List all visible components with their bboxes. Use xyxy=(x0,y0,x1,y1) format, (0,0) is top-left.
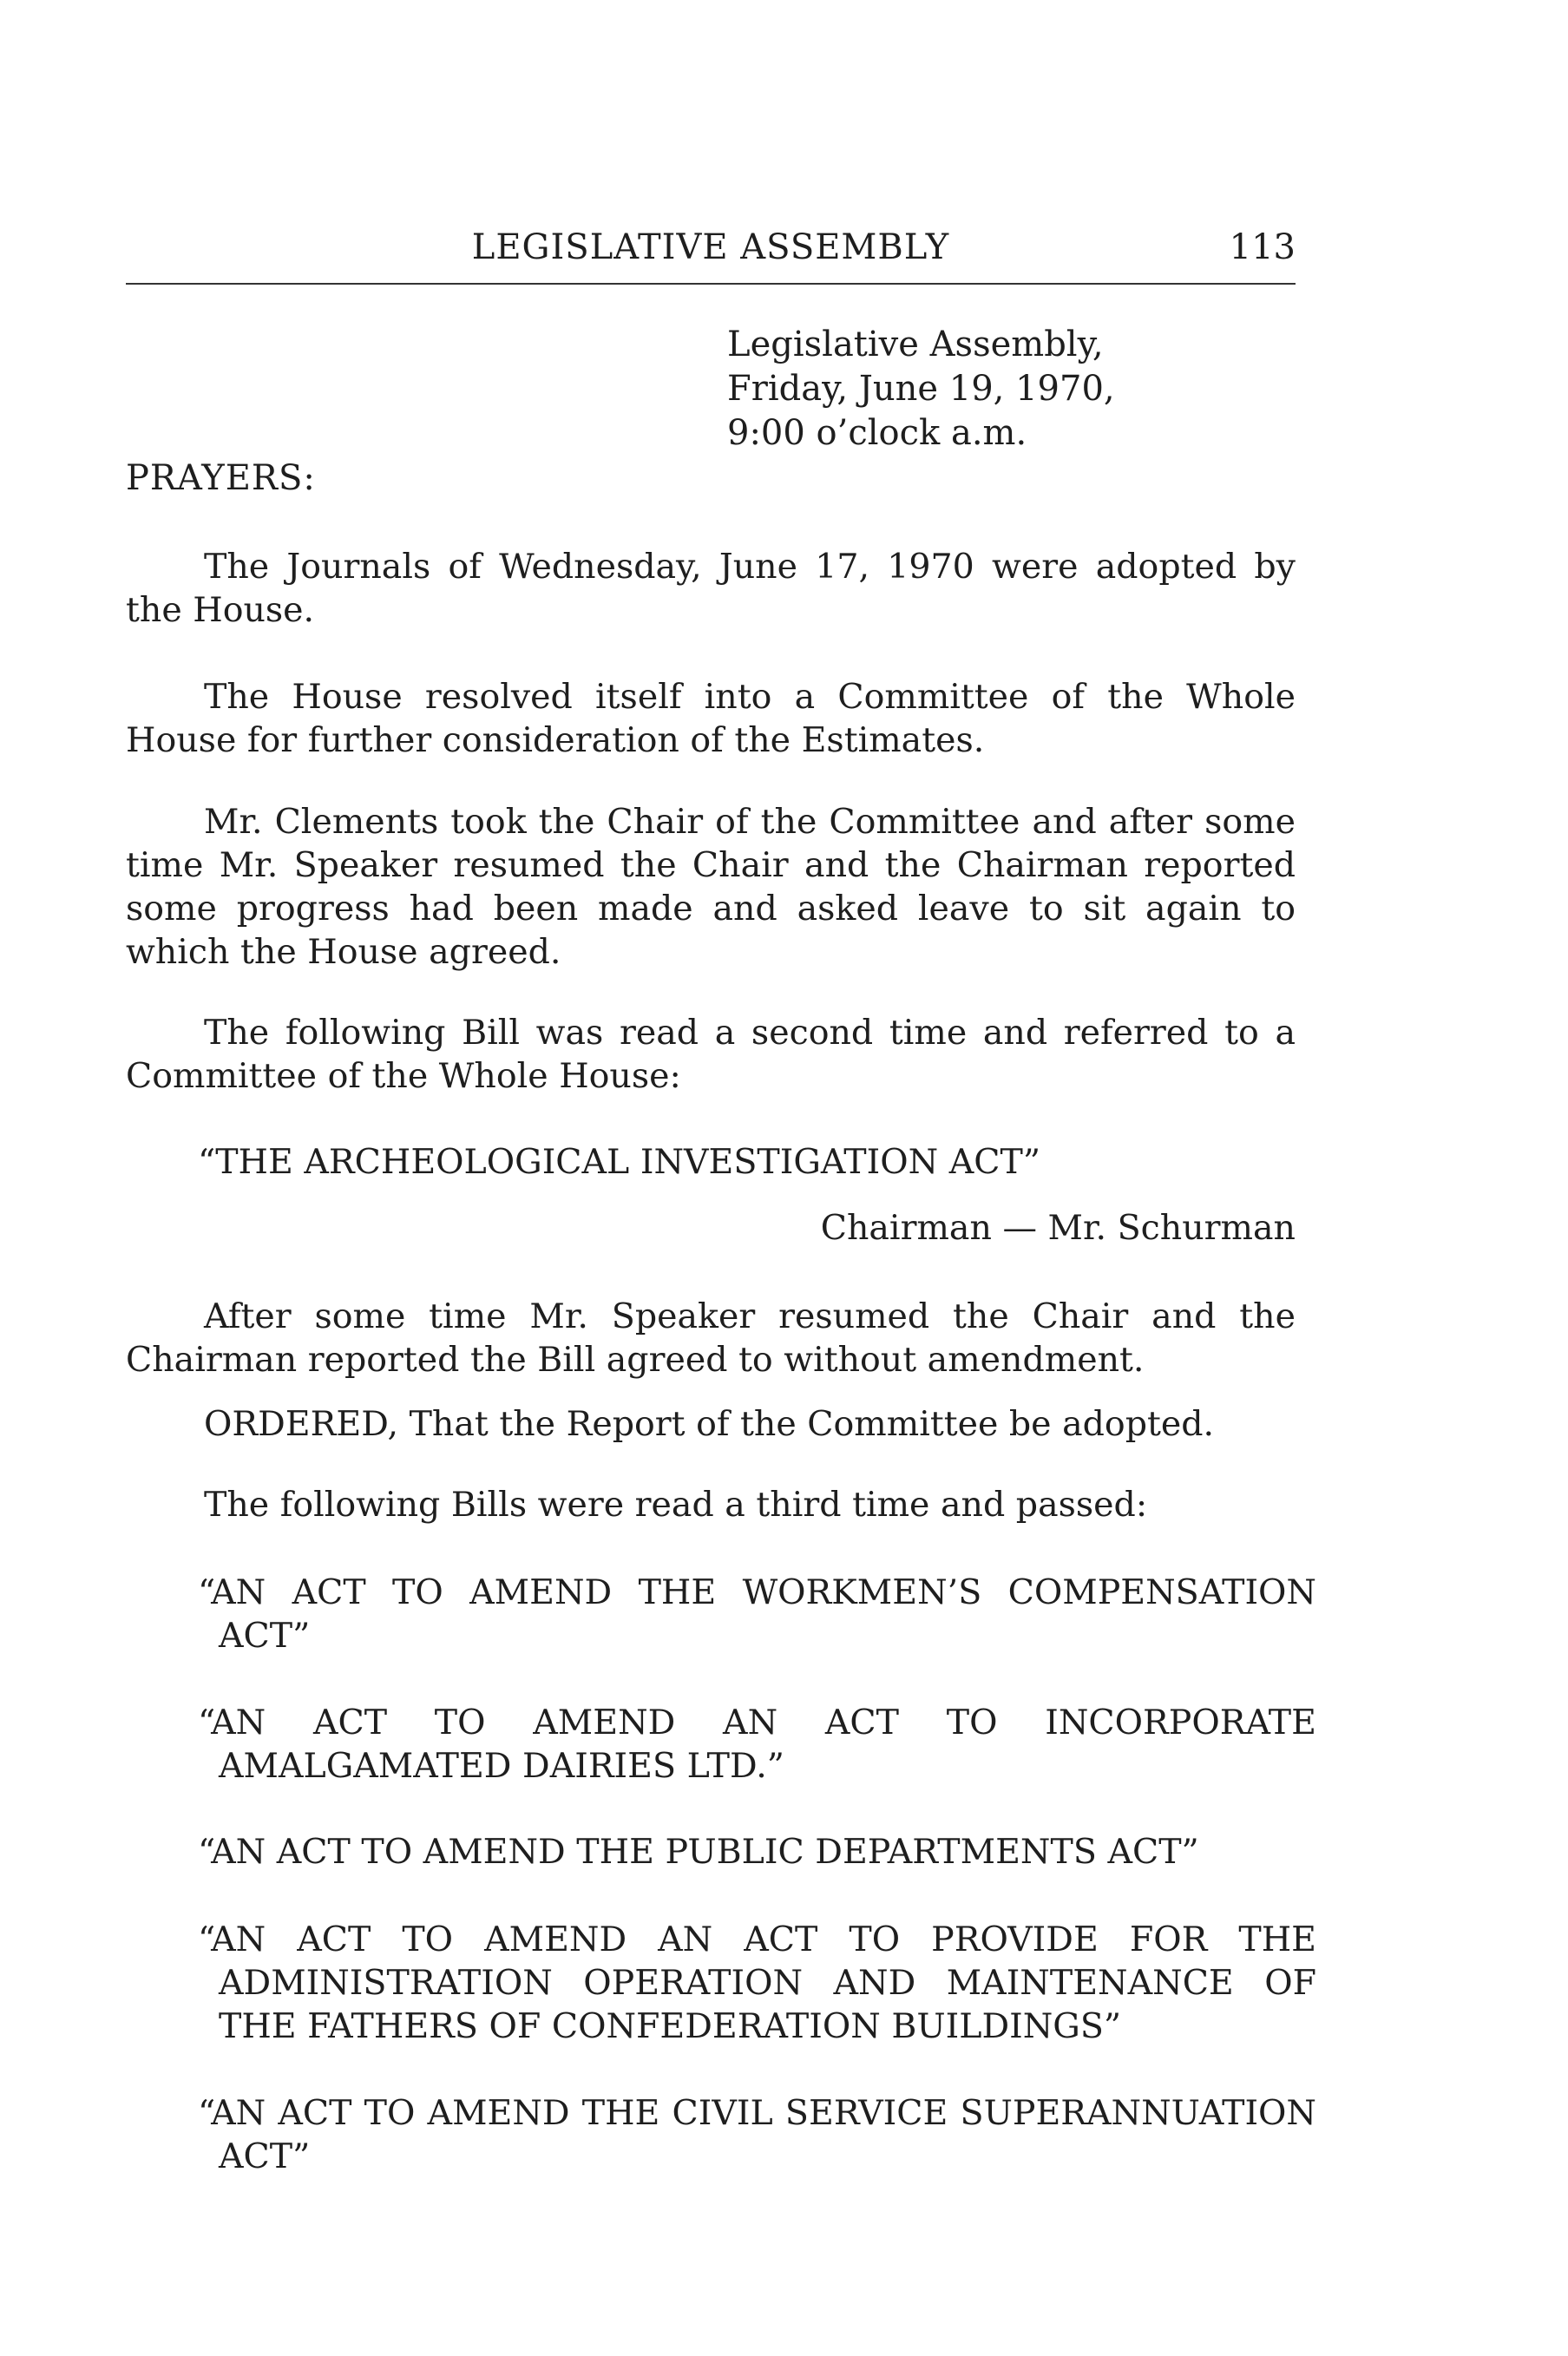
third-reading-paragraph: The following Bills were read a third time and passed: xyxy=(204,1485,1148,1525)
prayers-heading: PRAYERS: xyxy=(126,458,316,498)
running-head xyxy=(126,227,1296,279)
bill-item: “AN ACT TO AMEND THE PUBLIC DEPARTMENTS ACT” xyxy=(198,1832,1199,1872)
header-rule xyxy=(126,283,1296,285)
bill-item: “AN ACT TO AMEND THE WORKMEN’S COMPENSATION ACT” xyxy=(198,1572,1316,1656)
dateline xyxy=(727,323,1115,456)
bill-item: “AN ACT TO AMEND AN ACT TO PROVIDE FOR THE ADMINISTRATION OPERATION AND MAINTENANCE OF THE FATHERS OF CONFEDERATION BUILDINGS” xyxy=(198,1920,1316,2046)
committee-paragraph: The House resolved itself into a Committee of the Whole House for further consideration of the Estimates. xyxy=(126,677,1296,760)
dateline-time: 9:00 o’clock a.m. xyxy=(727,413,1027,453)
journals-paragraph: The Journals of Wednesday, June 17, 1970 were adopted by the House. xyxy=(126,547,1296,630)
second-reading-paragraph: The following Bill was read a second time and referred to a Committee of the Whole House: xyxy=(126,1013,1296,1096)
after-time-paragraph: After some time Mr. Speaker resumed the Chair and the Chairman reported the Bill agreed to without amendment. xyxy=(126,1296,1296,1380)
bill-item: “AN ACT TO AMEND THE CIVIL SERVICE SUPERANNUATION ACT” xyxy=(198,2093,1316,2176)
dateline-date: Friday, June 19, 1970, xyxy=(727,369,1115,409)
chairman-line: Chairman — Mr. Schurman xyxy=(820,1208,1296,1248)
running-title: LEGISLATIVE ASSEMBLY xyxy=(471,227,950,267)
bill-item: “AN ACT TO AMEND AN ACT TO INCORPORATE AMALGAMATED DAIRIES LTD.” xyxy=(198,1703,1316,1786)
clements-paragraph: Mr. Clements took the Chair of the Committee and after some time Mr. Speaker resumed the Chair and the Chairman reported some progress had been made and asked leave to sit again to which the House agreed. xyxy=(126,802,1296,972)
dateline-assembly: Legislative Assembly, xyxy=(727,325,1104,364)
page-number: 113 xyxy=(1229,227,1296,267)
ordered-paragraph: ORDERED, That the Report of the Committee be adopted. xyxy=(204,1404,1215,1444)
second-reading-bill: “THE ARCHEOLOGICAL INVESTIGATION ACT” xyxy=(198,1142,1041,1182)
